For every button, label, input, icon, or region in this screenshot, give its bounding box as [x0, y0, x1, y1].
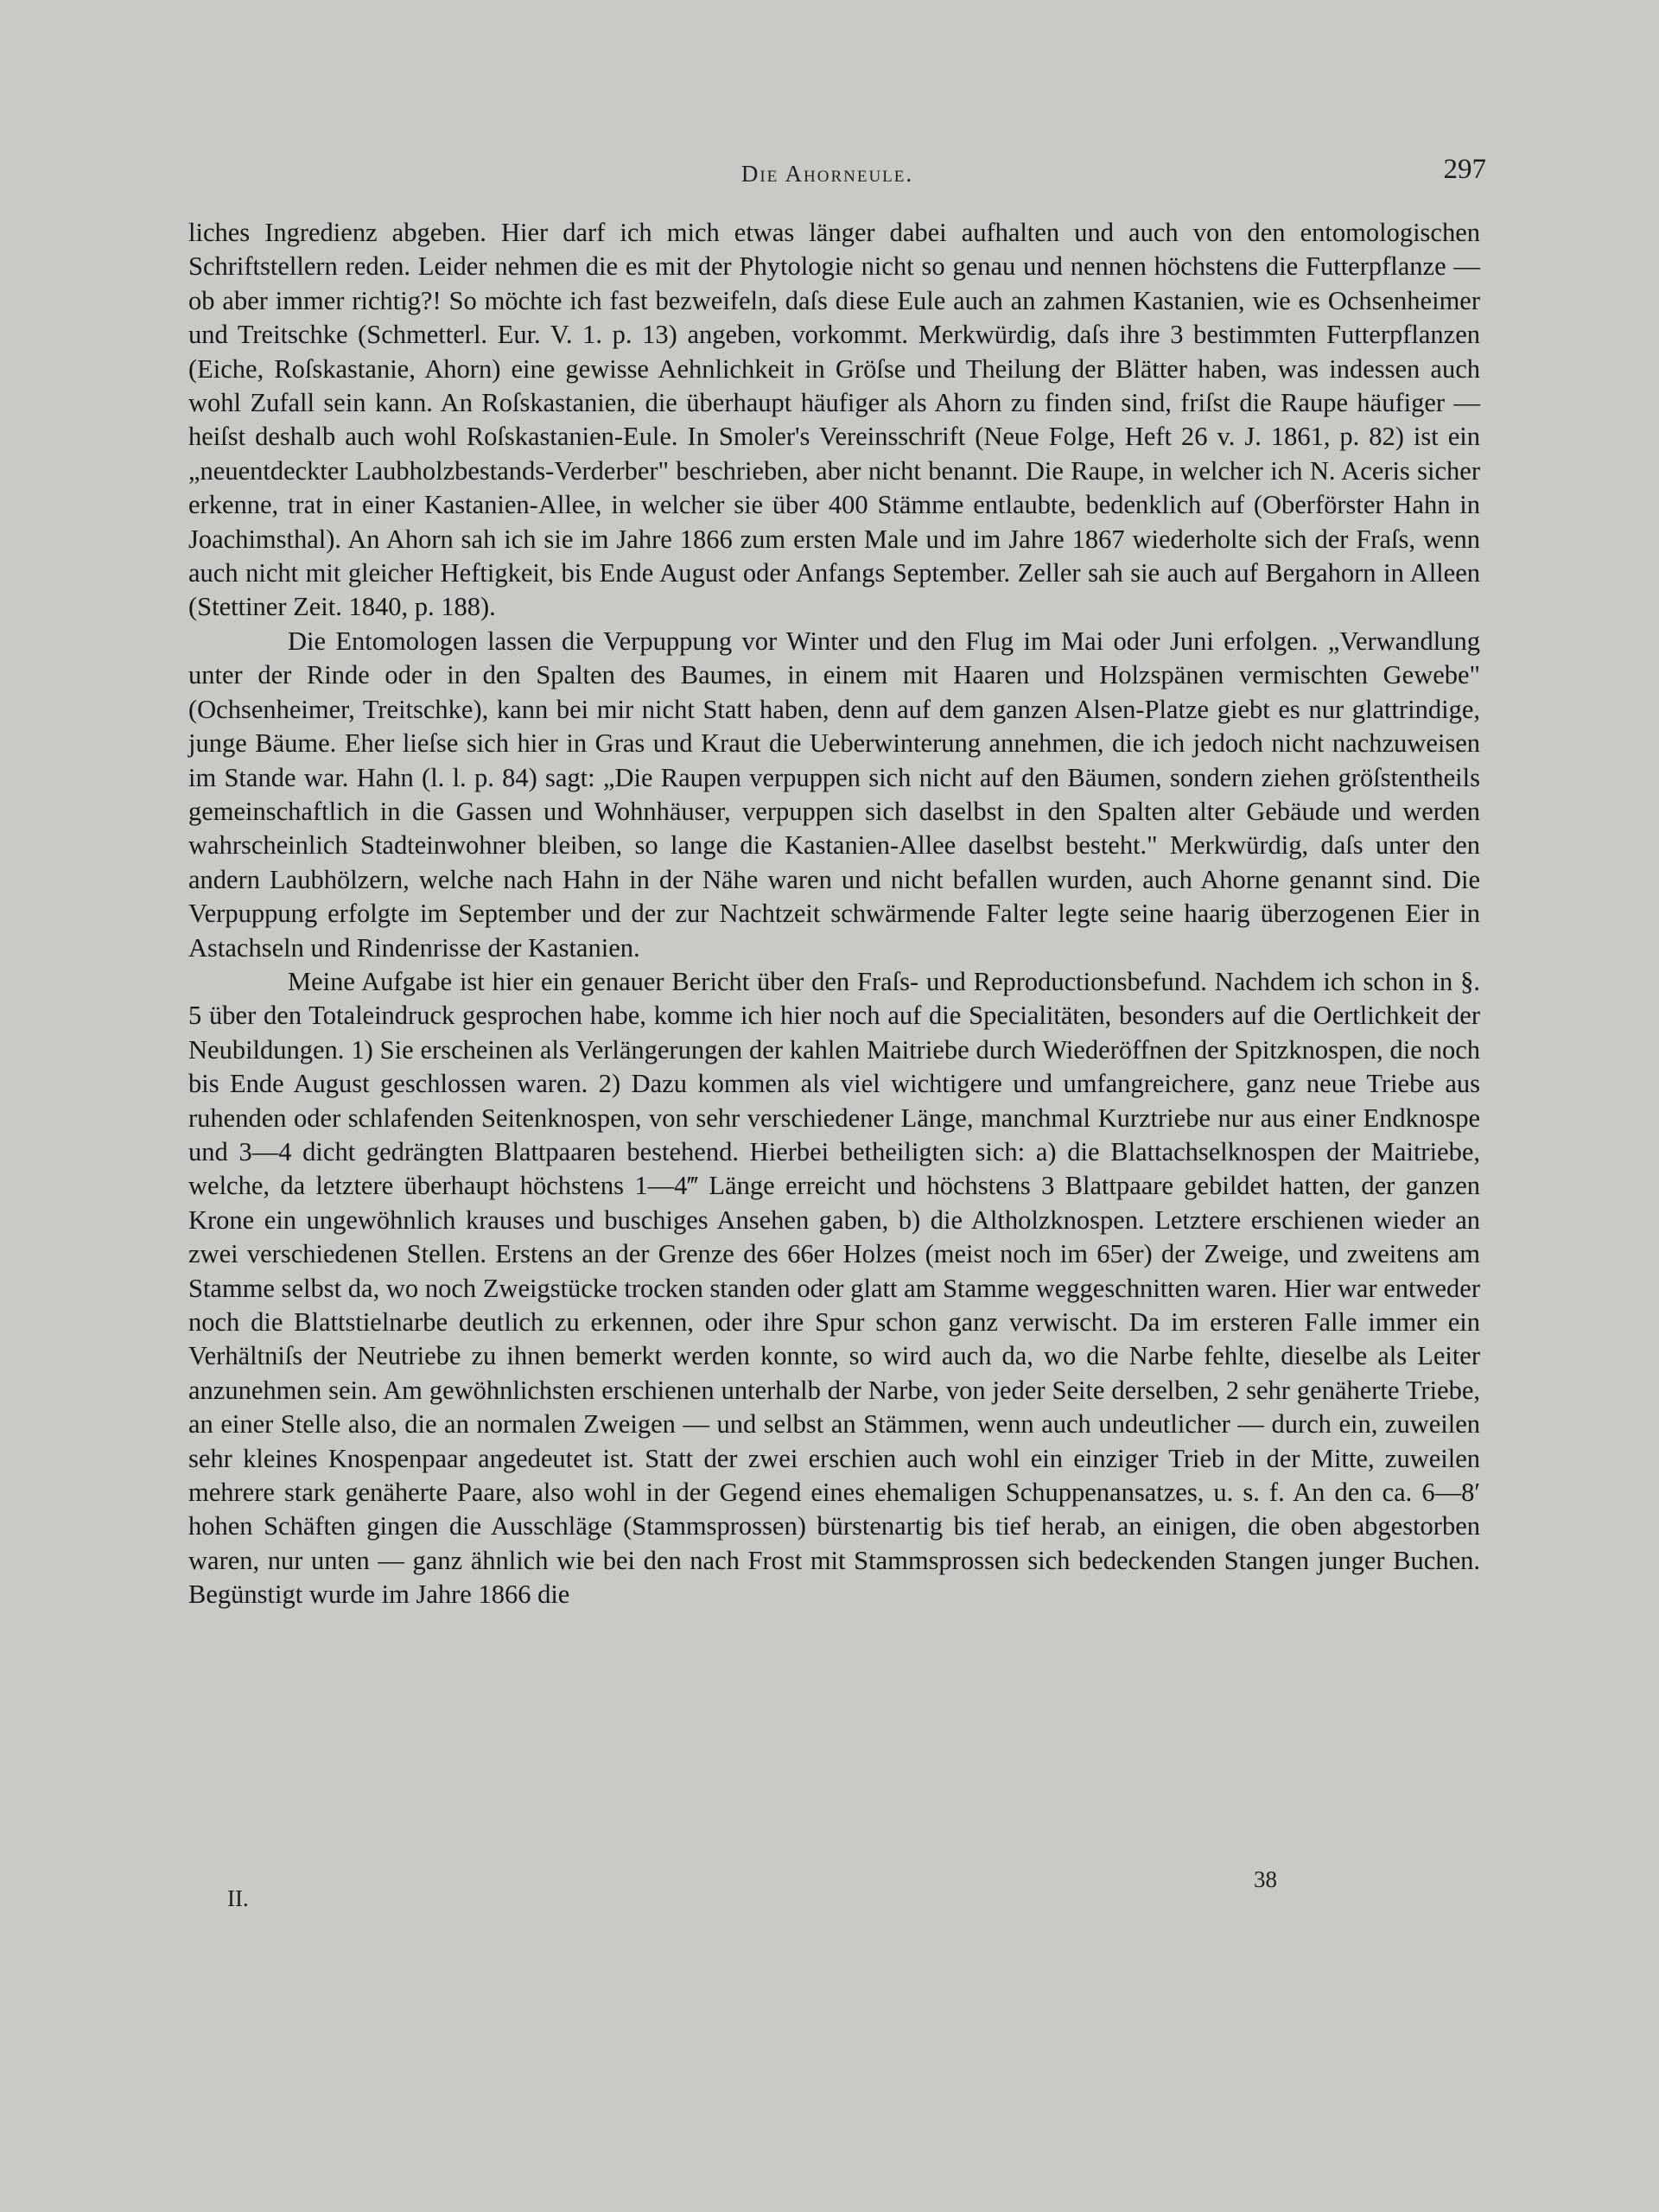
page-number: 297 [1443, 154, 1486, 185]
body-text [188, 216, 1480, 1612]
signature-mark-left: II. [227, 1885, 249, 1911]
signature-mark-right: 38 [1254, 1866, 1277, 1892]
paragraph: Meine Aufgabe ist hier ein genauer Bericht über den Fraſs- und Reproductionsbefund. Nachdem ich schon in §. 5 über den Totaleindruck gesprochen habe, komme ich hier noch auf die Specialitäten, besonders auf die Oertlichkeit der Neubildungen. 1) Sie erscheinen als Verlängerungen der kahlen Maitriebe durch Wiederöffnen der Spitzknospen, die noch bis Ende August geschlossen waren. 2) Dazu kommen als viel wichtigere und umfangreichere, ganz neue Triebe aus ruhenden oder schlafenden Seitenknospen, von sehr verschiedener Länge, manchmal Kurztriebe nur aus einer Endknospe und 3—4 dicht gedrängten Blattpaaren bestehend. Hierbei betheiligten sich: a) die Blattachselknospen der Maitriebe, welche, da letztere überhaupt höchstens 1—4‴ Länge erreicht und höchstens 3 Blattpaare gebildet hatten, der ganzen Krone ein ungewöhnlich krauses und buschiges Ansehen gaben, b) die Altholzknospen. Letztere erschienen wieder an zwei verschiedenen Stellen. Erstens an der Grenze des 66er Holzes (meist noch im 65er) der Zweige, und zweitens am Stamme selbst da, wo noch Zweigstücke trocken standen oder glatt am Stamme weggeschnitten waren. Hier war entweder noch die Blattstielnarbe deutlich zu erkennen, oder ihre Spur schon ganz verwischt. Da im ersteren Falle immer ein Verhältniſs der Neutriebe zu ihnen bemerkt werden konnte, so wird auch da, wo die Narbe fehlte, dieselbe als Leiter anzunehmen sein. Am gewöhnlichsten erschienen unterhalb der Narbe, von jeder Seite derselben, 2 sehr genäherte Triebe, an einer Stelle also, die an normalen Zweigen — und selbst an Stämmen, wenn auch undeutlicher — durch ein, zuweilen sehr kleines Knospenpaar angedeutet ist. Statt der zwei erschien auch wohl ein einziger Trieb in der Mitte, zuweilen mehrere stark genäherte Paare, also wohl in der Gegend eines ehemaligen Schuppenansatzes, u. s. f. An den ca. 6—8′ hohen Schäften gingen die Ausschläge (Stammsprossen) bürstenartig bis tief herab, an einigen, die oben abgestorben waren, nur unten — ganz ähnlich wie bei den nach Frost mit Stammsprossen sich bedeckenden Stangen junger Buchen. Begünstigt wurde im Jahre 1866 die [188, 966, 1480, 1610]
paragraph: liches Ingredienz abgeben. Hier darf ich mich etwas länger dabei aufhalten und auch von den entomologischen Schriftstellern reden. Leider nehmen die es mit der Phytologie nicht so genau und nennen höchstens die Futterpflanze — ob aber immer richtig?! So möchte ich fast bezweifeln, daſs diese Eule auch an zahmen Kastanien, wie es Ochsenheimer und Treitschke (Schmetterl. Eur. V. 1. p. 13) angeben, vorkommt. Merkwürdig, daſs ihre 3 bestimmten Futterpflanzen (Eiche, Roſskastanie, Ahorn) eine gewisse Aehnlichkeit in Gröſse und Theilung der Blätter haben, was indessen auch wohl Zufall sein kann. An Roſskastanien, die überhaupt häufiger als Ahorn zu finden sind, friſst die Raupe häufiger — heiſst deshalb auch wohl Roſskastanien-Eule. In Smoler's Vereinsschrift (Neue Folge, Heft 26 v. J. 1861, p. 82) ist ein „neuentdeckter Laubholzbestands-Verderber" beschrieben, aber nicht benannt. Die Raupe, in welcher ich N. Aceris sicher erkenne, trat in einer Kastanien-Allee, in welcher sie über 400 Stämme entlaubte, bedenklich auf (Oberförster Hahn in Joachimsthal). An Ahorn sah ich sie im Jahre 1866 zum ersten Male und im Jahre 1867 wiederholte sich der Fraſs, wenn auch nicht mit gleicher Heftigkeit, bis Ende August oder Anfangs September. Zeller sah sie auch auf Bergahorn in Alleen (Stettiner Zeit. 1840, p. 188). [188, 218, 1480, 622]
page-header [168, 154, 1486, 197]
running-title: Die Ahorneule. [741, 161, 914, 187]
page-footer [188, 1866, 1480, 1910]
paragraph: Die Entomologen lassen die Verpuppung vor Winter und den Flug im Mai oder Juni erfolgen. „Verwandlung unter der Rinde oder in den Spalten des Baumes, in einem mit Haaren und Holzspänen vermischten Gewebe" (Ochsenheimer, Treitschke), kann bei mir nicht Statt haben, denn auf dem ganzen Alsen-Platze giebt es nur glattrindige, junge Bäume. Eher lieſse sich hier in Gras und Kraut die Ueberwinterung annehmen, die ich jedoch nicht nachzuweisen im Stande war. Hahn (l. l. p. 84) sagt: „Die Raupen verpuppen sich nicht auf den Bäumen, sondern ziehen gröſstentheils gemeinschaftlich in die Gassen und Wohnhäuser, verpuppen sich daselbst in den Spalten alter Gebäude und werden wahrscheinlich Stadteinwohner bleiben, so lange die Kastanien-Allee daselbst besteht." Merkwürdig, daſs unter den andern Laubhölzern, welche nach Hahn in der Nähe waren und nicht befallen wurden, auch Ahorne genannt sind. Die Verpuppung erfolgte im September und der zur Nachtzeit schwärmende Falter legte seine haarig überzogenen Eier in Astachseln und Rindenrisse der Kastanien. [188, 626, 1480, 963]
